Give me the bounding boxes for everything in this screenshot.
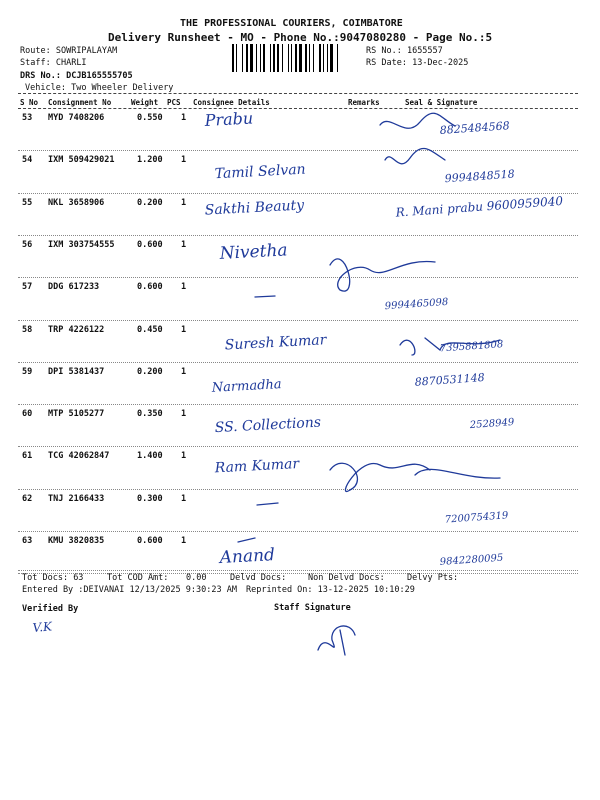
scribble-signature [385,148,445,163]
col-consignment: Consignment No [48,98,112,107]
sno-cell: 54 [22,155,33,166]
col-seal: Seal & Signature [405,98,478,107]
consignee-signature: Nivetha [219,240,289,264]
consignee-signature: Sakthi Beauty [204,197,305,219]
rs-date-line: RS Date: 13-Dec-2025 [366,58,469,68]
weight-cell: 1.400 [137,451,163,462]
sno-cell: 56 [22,239,33,250]
sno-cell: 57 [22,282,33,293]
sno-cell: 60 [22,409,33,420]
rs-no-line: RS No.: 1655557 [366,46,443,56]
consignment-cell: TNJ 2166433 [48,493,105,504]
seal-signature: 9994465098 [384,296,449,313]
sno-cell: 63 [22,536,33,546]
tot-cod-value: 0.00 [186,573,207,583]
col-consignee: Consignee Details [193,98,270,107]
delvd-docs: Delvd Docs: [230,573,287,583]
footer-rule [18,570,578,571]
consignment-cell: IXM 303754555 [48,239,115,250]
consignment-cell: NKL 3658906 [48,197,105,208]
scribble-signature [330,463,430,491]
drs-line: DRS No.: DCJB165555705 [20,71,133,81]
sno-cell: 58 [22,324,33,335]
sno-cell: 53 [22,113,33,123]
tot-docs-value: 63 [73,573,84,583]
route-value: SOWRIPALAYAM [55,46,118,56]
col-pcs: PCS [167,98,181,107]
seal-signature: 8825484568 [439,119,511,137]
weight-cell: 0.200 [137,366,163,377]
weight-cell: 0.600 [137,536,163,546]
reprinted-on: Reprinted On: 13-12-2025 10:10:29 [246,585,415,595]
weight-cell: 0.600 [137,282,163,293]
consignee-signature: Tamil Selvan [214,161,306,183]
entered-by: Entered By :DEIVANAI 12/13/2025 9:30:23 AM [22,585,237,595]
verified-signature: V.K [32,619,53,635]
staff-signature-label: Staff Signature [274,603,351,613]
dash-mark [238,538,255,542]
consignee-signature: SS. Collections [214,414,322,437]
pcs-cell: 1 [181,113,187,123]
weight-cell: 0.300 [137,493,163,504]
pcs-cell: 1 [181,366,187,377]
seal-signature: 8870531148 [414,370,486,389]
consignment-cell: MTP 5105277 [48,409,105,420]
tot-cod: Tot COD Amt: [107,573,169,583]
weight-cell: 0.450 [137,324,163,335]
pcs-cell: 1 [181,324,187,335]
weight-cell: 1.200 [137,155,163,166]
col-remarks: Remarks [348,98,380,107]
runsheet-title: Delivery Runsheet - MO - Phone No.:9047080280 - Page No.:5 [108,31,493,44]
staff-value: CHARLI [55,58,87,68]
consignment-cell: DDG 617233 [48,282,100,293]
rs-no-value: 1655557 [406,46,443,56]
seal-signature: 9842280095 [439,552,504,568]
seal-signature: 7395881808 [439,339,504,355]
scribble-signature [330,259,435,291]
weight-cell: 0.600 [137,239,163,250]
seal-signature: 2528949 [469,417,515,432]
sno-cell: 55 [22,197,33,208]
consignment-cell: TRP 4226122 [48,324,105,335]
route-line: Route: SOWRIPALAYAM [20,46,118,56]
consignee-signature: Anand [219,545,276,568]
vehicle-value: Two Wheeler Delivery [71,83,174,93]
scribble-signature [415,469,500,478]
tot-docs: Tot Docs: 63 [22,573,84,583]
rs-date-value: 13-Dec-2025 [412,58,469,68]
consignee-signature: Suresh Kumar [224,332,327,354]
weight-cell: 0.200 [137,197,163,208]
sno-cell: 61 [22,451,33,462]
seal-signature: 9994848518 [444,167,516,186]
verified-by: Verified By [22,604,79,614]
col-weight: Weight [131,98,159,107]
staff-line: Staff: CHARLI [20,58,87,68]
company-name: THE PROFESSIONAL COURIERS, COIMBATORE [180,18,403,29]
pcs-cell: 1 [181,536,187,546]
pcs-cell: 1 [181,409,187,420]
drs-value: DCJB165555705 [66,71,133,81]
weight-cell: 0.550 [137,113,163,123]
weight-cell: 0.350 [137,409,163,420]
seal-signature: 7200754319 [444,510,509,526]
vehicle-line: Vehicle: Two Wheeler Delivery [25,83,174,93]
delvy-pts: Delvy Pts: [407,573,459,583]
non-delvd-docs: Non Delvd Docs: [308,573,385,583]
sno-cell: 59 [22,366,33,377]
staff-signature [318,626,355,655]
consignment-cell: KMU 3820835 [48,536,105,546]
pcs-cell: 1 [181,155,187,166]
pcs-cell: 1 [181,451,187,462]
dash-mark [257,503,278,505]
consignment-cell: IXM 509429021 [48,155,115,166]
sno-cell: 62 [22,493,33,504]
consignee-signature: Prabu [204,108,254,130]
dash-mark [255,296,275,297]
consignment-cell: MYD 7408206 [48,113,105,123]
seal-signature: R. Mani prabu 9600959040 [395,193,564,220]
pcs-cell: 1 [181,282,187,293]
pcs-cell: 1 [181,239,187,250]
pcs-cell: 1 [181,197,187,208]
pcs-cell: 1 [181,493,187,504]
consignee-signature: Narmadha [211,377,282,396]
consignee-signature: Ram Kumar [214,455,300,477]
consignment-cell: DPI 5381437 [48,366,105,377]
col-sno: S No [20,98,39,107]
consignment-cell: TCG 42062847 [48,451,110,462]
